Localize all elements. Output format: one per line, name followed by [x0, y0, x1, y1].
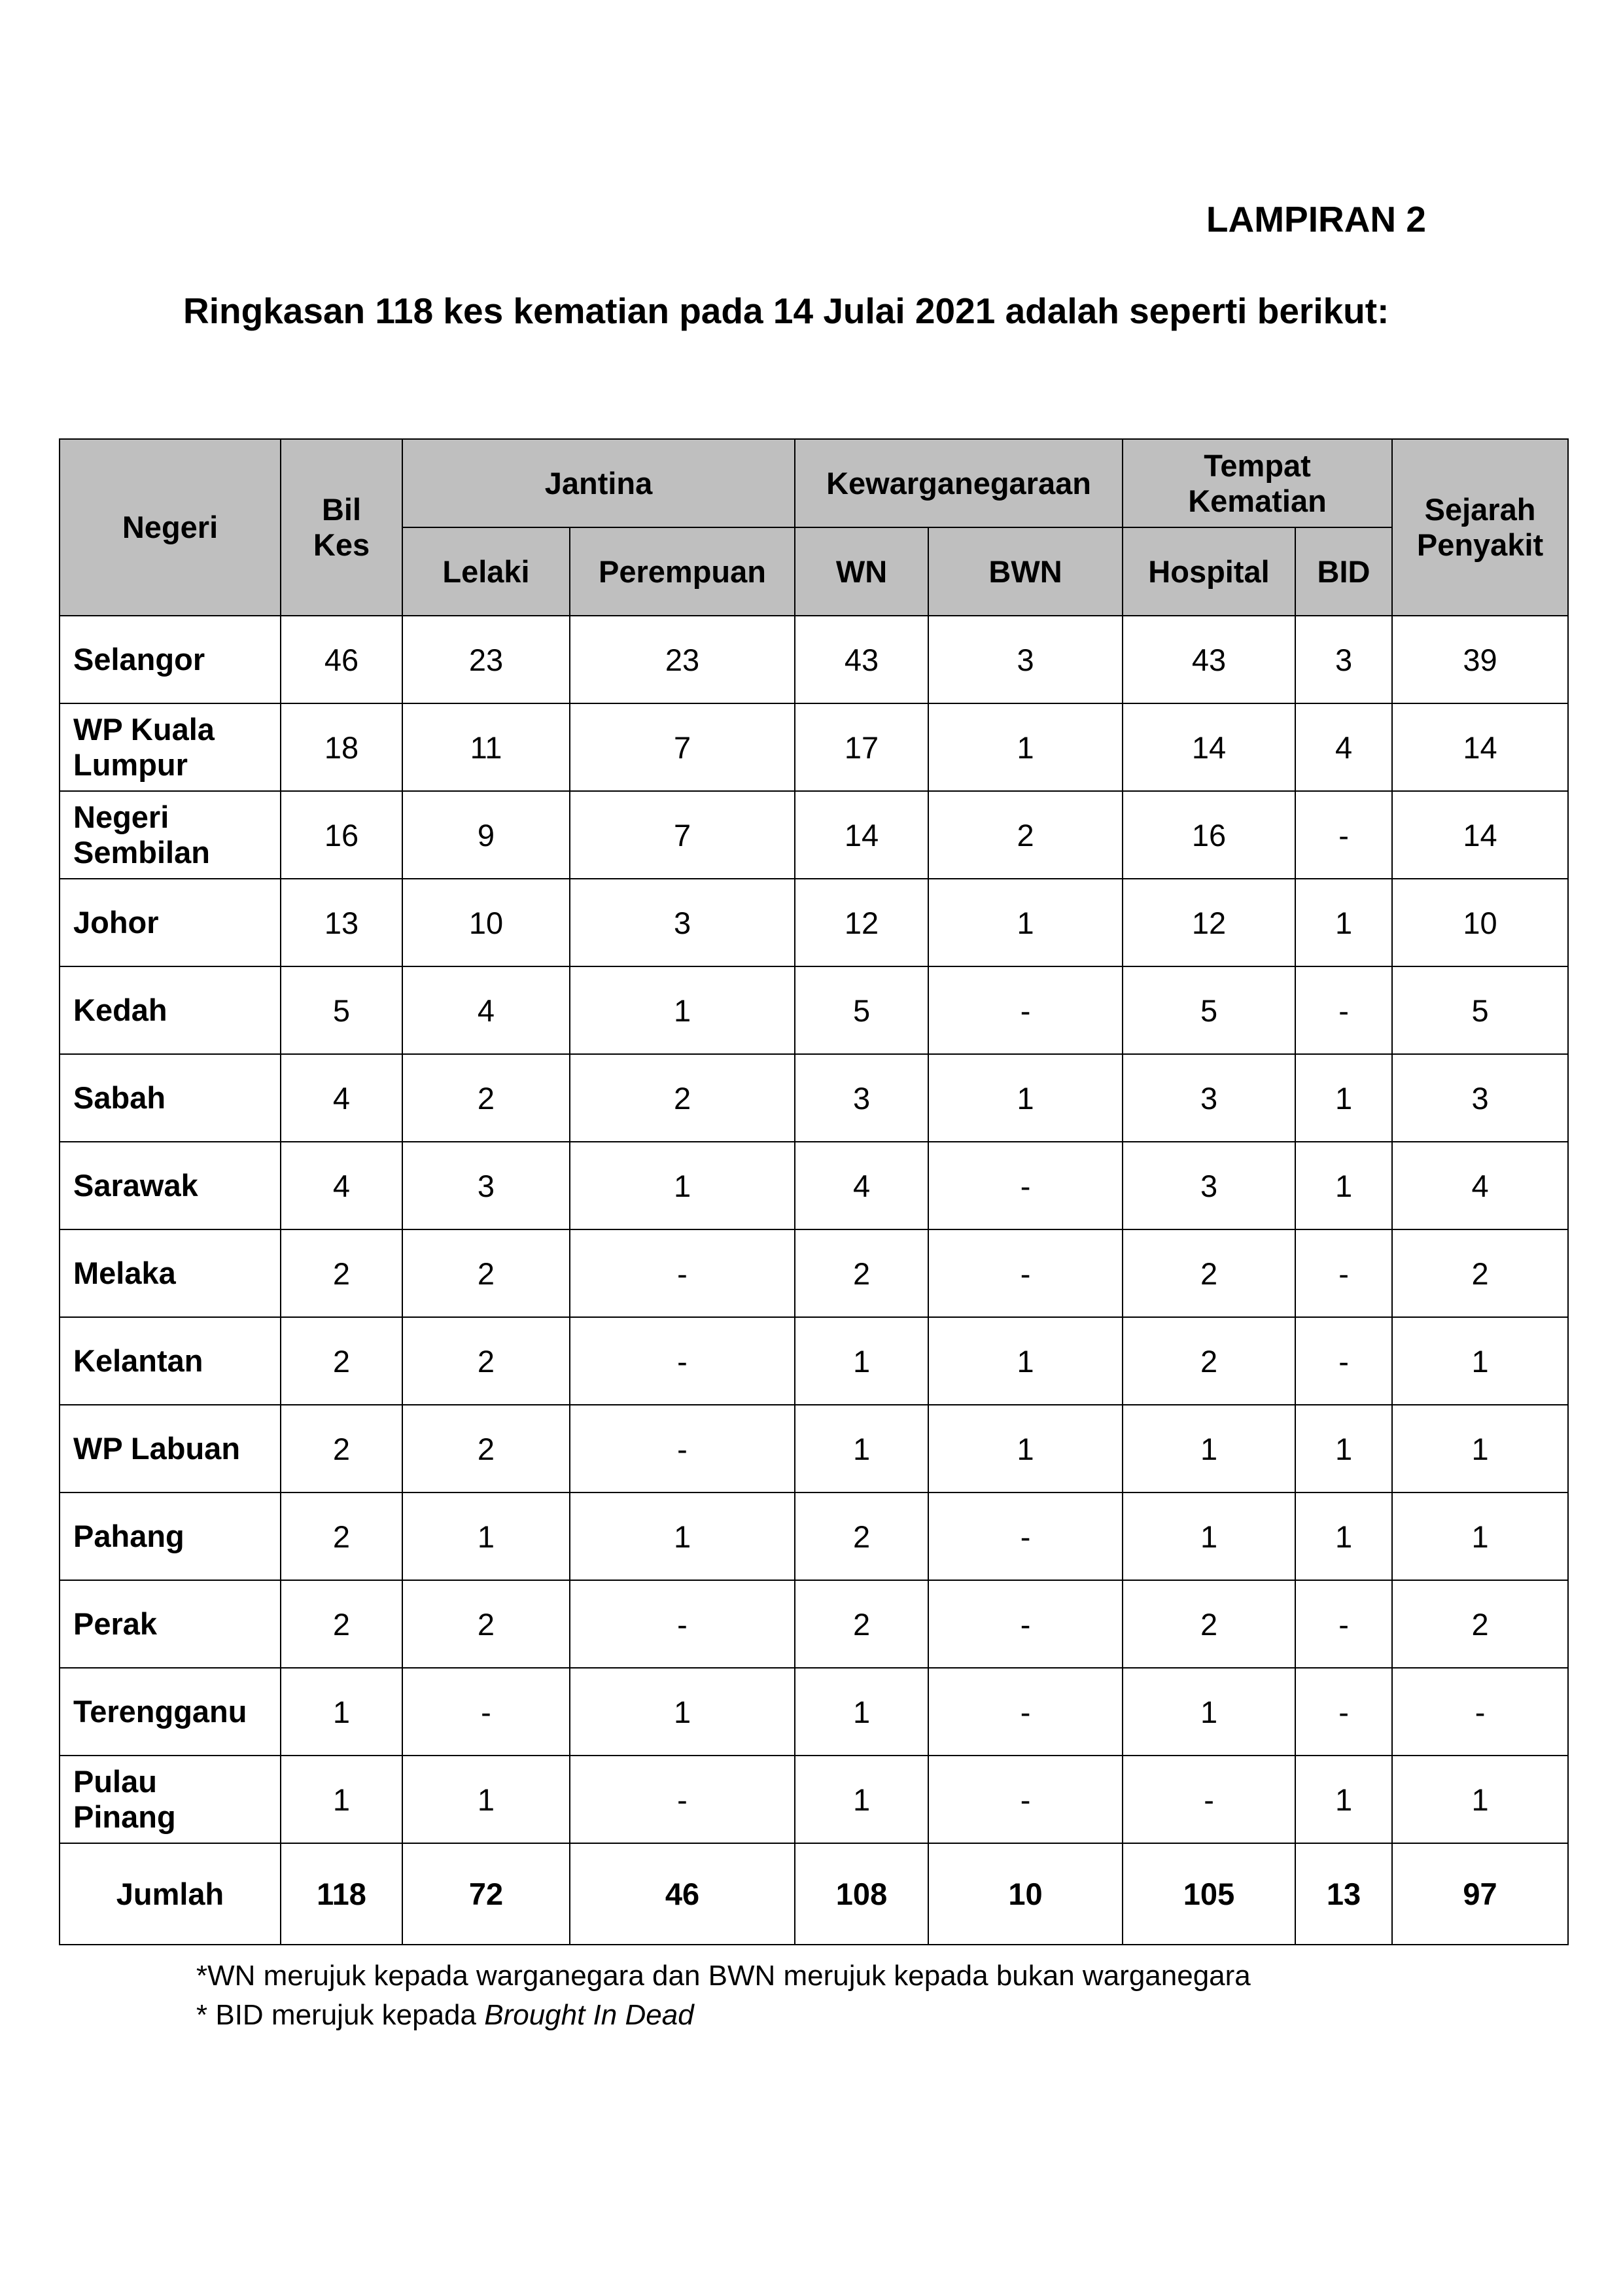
- table-row: [60, 1756, 1568, 1843]
- cell-sejarah-penyakit: -: [1392, 1668, 1568, 1756]
- cell-bil-kes: 2: [281, 1405, 402, 1492]
- cell-bwn: 1: [928, 1054, 1123, 1142]
- state-name: Pahang: [60, 1492, 281, 1580]
- cell-lelaki: 2: [402, 1229, 570, 1317]
- total-wn: 108: [795, 1843, 928, 1945]
- cell-hospital: 16: [1123, 791, 1295, 879]
- cell-wn: 43: [795, 616, 928, 703]
- cell-lelaki: 11: [402, 703, 570, 791]
- table-row: [60, 879, 1568, 966]
- table-row: [60, 1580, 1568, 1668]
- cell-hospital: 3: [1123, 1054, 1295, 1142]
- cell-sejarah-penyakit: 14: [1392, 791, 1568, 879]
- cell-lelaki: 9: [402, 791, 570, 879]
- cell-sejarah-penyakit: 1: [1392, 1317, 1568, 1405]
- header-tempat-kematian: Tempat Kematian: [1123, 439, 1392, 527]
- table-row: [60, 616, 1568, 703]
- cell-perempuan: -: [570, 1580, 795, 1668]
- state-name: Pulau Pinang: [60, 1756, 281, 1843]
- cell-hospital: 12: [1123, 879, 1295, 966]
- table-row: [60, 703, 1568, 791]
- cell-hospital: -: [1123, 1756, 1295, 1843]
- cell-bwn: -: [928, 1492, 1123, 1580]
- cell-bil-kes: 1: [281, 1756, 402, 1843]
- table-row: [60, 1668, 1568, 1756]
- cell-hospital: 2: [1123, 1317, 1295, 1405]
- header-bwn: BWN: [928, 527, 1123, 616]
- cell-bid: 3: [1295, 616, 1392, 703]
- state-name: Terengganu: [60, 1668, 281, 1756]
- table-row: [60, 1317, 1568, 1405]
- cell-hospital: 1: [1123, 1668, 1295, 1756]
- cell-hospital: 2: [1123, 1229, 1295, 1317]
- cell-bil-kes: 16: [281, 791, 402, 879]
- cell-wn: 2: [795, 1229, 928, 1317]
- state-name: Kedah: [60, 966, 281, 1054]
- footnote-bid-prefix: * BID merujuk kepada: [196, 1999, 485, 2031]
- cell-sejarah-penyakit: 5: [1392, 966, 1568, 1054]
- cell-lelaki: 1: [402, 1492, 570, 1580]
- total-lelaki: 72: [402, 1843, 570, 1945]
- header-negeri: Negeri: [60, 439, 281, 616]
- cell-wn: 2: [795, 1580, 928, 1668]
- cell-bil-kes: 4: [281, 1054, 402, 1142]
- cell-bid: -: [1295, 1229, 1392, 1317]
- cell-perempuan: 1: [570, 1668, 795, 1756]
- state-name: Perak: [60, 1580, 281, 1668]
- cell-bwn: -: [928, 1142, 1123, 1229]
- table-row: [60, 1492, 1568, 1580]
- header-kewarganegaraan: Kewarganegaraan: [795, 439, 1123, 527]
- document-label: LAMPIRAN 2: [1206, 199, 1426, 239]
- cell-bwn: 3: [928, 616, 1123, 703]
- state-name: WP Labuan: [60, 1405, 281, 1492]
- header-hospital: Hospital: [1123, 527, 1295, 616]
- header-lelaki: Lelaki: [402, 527, 570, 616]
- cell-hospital: 14: [1123, 703, 1295, 791]
- cell-bid: 1: [1295, 1405, 1392, 1492]
- cell-bil-kes: 4: [281, 1142, 402, 1229]
- cell-hospital: 2: [1123, 1580, 1295, 1668]
- cell-sejarah-penyakit: 1: [1392, 1756, 1568, 1843]
- cell-bid: 1: [1295, 1492, 1392, 1580]
- cell-lelaki: 2: [402, 1317, 570, 1405]
- cell-lelaki: 4: [402, 966, 570, 1054]
- header-bid: BID: [1295, 527, 1392, 616]
- state-name: Selangor: [60, 616, 281, 703]
- cell-sejarah-penyakit: 1: [1392, 1405, 1568, 1492]
- cell-wn: 2: [795, 1492, 928, 1580]
- table-row: [60, 1142, 1568, 1229]
- table-row: [60, 791, 1568, 879]
- header-sejarah-penyakit: Sejarah Penyakit: [1392, 439, 1568, 616]
- total-bid: 13: [1295, 1843, 1392, 1945]
- total-perempuan: 46: [570, 1843, 795, 1945]
- cell-lelaki: 23: [402, 616, 570, 703]
- cell-bil-kes: 1: [281, 1668, 402, 1756]
- total-label: Jumlah: [60, 1843, 281, 1945]
- cell-lelaki: 2: [402, 1405, 570, 1492]
- cell-perempuan: 1: [570, 966, 795, 1054]
- cell-wn: 1: [795, 1317, 928, 1405]
- state-name: Negeri Sembilan: [60, 791, 281, 879]
- total-sejarah-penyakit: 97: [1392, 1843, 1568, 1945]
- cell-bil-kes: 46: [281, 616, 402, 703]
- cell-bil-kes: 2: [281, 1492, 402, 1580]
- cell-bid: 1: [1295, 1142, 1392, 1229]
- cell-perempuan: 7: [570, 703, 795, 791]
- cell-wn: 14: [795, 791, 928, 879]
- header-jantina: Jantina: [402, 439, 795, 527]
- cell-lelaki: 10: [402, 879, 570, 966]
- cell-bid: 4: [1295, 703, 1392, 791]
- cell-sejarah-penyakit: 2: [1392, 1580, 1568, 1668]
- cell-perempuan: -: [570, 1229, 795, 1317]
- cell-perempuan: 7: [570, 791, 795, 879]
- cell-bid: 1: [1295, 879, 1392, 966]
- intro-paragraph: Ringkasan 118 kes kematian pada 14 Julai 2021 adalah seperti berikut:: [183, 291, 1389, 331]
- cell-hospital: 3: [1123, 1142, 1295, 1229]
- cell-perempuan: -: [570, 1756, 795, 1843]
- cell-lelaki: 2: [402, 1054, 570, 1142]
- cell-bwn: -: [928, 1668, 1123, 1756]
- cell-perempuan: 1: [570, 1492, 795, 1580]
- cell-bil-kes: 18: [281, 703, 402, 791]
- cell-bid: 1: [1295, 1054, 1392, 1142]
- cell-sejarah-penyakit: 3: [1392, 1054, 1568, 1142]
- cell-wn: 4: [795, 1142, 928, 1229]
- cell-bwn: 1: [928, 703, 1123, 791]
- table-row: [60, 1054, 1568, 1142]
- cell-sejarah-penyakit: 39: [1392, 616, 1568, 703]
- header-bil-kes: Bil Kes: [281, 439, 402, 616]
- cell-sejarah-penyakit: 1: [1392, 1492, 1568, 1580]
- total-bil-kes: 118: [281, 1843, 402, 1945]
- table-row: [60, 1229, 1568, 1317]
- state-name: Kelantan: [60, 1317, 281, 1405]
- cell-bwn: -: [928, 966, 1123, 1054]
- cell-perempuan: 2: [570, 1054, 795, 1142]
- cell-bid: -: [1295, 791, 1392, 879]
- cell-lelaki: 2: [402, 1580, 570, 1668]
- state-name: Melaka: [60, 1229, 281, 1317]
- cell-hospital: 1: [1123, 1405, 1295, 1492]
- cell-bid: -: [1295, 1317, 1392, 1405]
- state-name: WP Kuala Lumpur: [60, 703, 281, 791]
- cell-sejarah-penyakit: 4: [1392, 1142, 1568, 1229]
- cell-lelaki: 1: [402, 1756, 570, 1843]
- cell-bil-kes: 5: [281, 966, 402, 1054]
- footnote-bid: [196, 1996, 1251, 2035]
- cell-hospital: 1: [1123, 1492, 1295, 1580]
- cell-bwn: 1: [928, 879, 1123, 966]
- header-perempuan: Perempuan: [570, 527, 795, 616]
- cell-wn: 3: [795, 1054, 928, 1142]
- cell-wn: 1: [795, 1668, 928, 1756]
- cell-bil-kes: 13: [281, 879, 402, 966]
- death-cases-table: [59, 438, 1569, 1945]
- header-row-top: [60, 439, 1568, 527]
- cell-wn: 12: [795, 879, 928, 966]
- cell-bil-kes: 2: [281, 1580, 402, 1668]
- footnote-bid-term: Brought In Dead: [484, 1999, 694, 2031]
- footnote-wn-bwn: *WN merujuk kepada warganegara dan BWN merujuk kepada bukan warganegara: [196, 1960, 1251, 1992]
- cell-sejarah-penyakit: 2: [1392, 1229, 1568, 1317]
- cell-lelaki: -: [402, 1668, 570, 1756]
- header-wn: WN: [795, 527, 928, 616]
- cell-bwn: -: [928, 1580, 1123, 1668]
- table-row: [60, 1405, 1568, 1492]
- table-row: [60, 966, 1568, 1054]
- state-name: Sarawak: [60, 1142, 281, 1229]
- cell-bid: -: [1295, 1580, 1392, 1668]
- cell-hospital: 5: [1123, 966, 1295, 1054]
- state-name: Johor: [60, 879, 281, 966]
- cell-perempuan: -: [570, 1405, 795, 1492]
- cell-perempuan: 23: [570, 616, 795, 703]
- cell-sejarah-penyakit: 10: [1392, 879, 1568, 966]
- cell-bil-kes: 2: [281, 1317, 402, 1405]
- cell-perempuan: 3: [570, 879, 795, 966]
- cell-hospital: 43: [1123, 616, 1295, 703]
- cell-bid: 1: [1295, 1756, 1392, 1843]
- cell-wn: 1: [795, 1756, 928, 1843]
- total-hospital: 105: [1123, 1843, 1295, 1945]
- cell-perempuan: 1: [570, 1142, 795, 1229]
- cell-wn: 5: [795, 966, 928, 1054]
- cell-bid: -: [1295, 966, 1392, 1054]
- cell-bil-kes: 2: [281, 1229, 402, 1317]
- cell-bwn: 1: [928, 1317, 1123, 1405]
- total-bwn: 10: [928, 1843, 1123, 1945]
- cell-lelaki: 3: [402, 1142, 570, 1229]
- total-row: [60, 1843, 1568, 1945]
- cell-bwn: -: [928, 1229, 1123, 1317]
- cell-wn: 17: [795, 703, 928, 791]
- cell-bwn: 2: [928, 791, 1123, 879]
- cell-bid: -: [1295, 1668, 1392, 1756]
- cell-bwn: -: [928, 1756, 1123, 1843]
- state-name: Sabah: [60, 1054, 281, 1142]
- cell-wn: 1: [795, 1405, 928, 1492]
- cell-bwn: 1: [928, 1405, 1123, 1492]
- cell-sejarah-penyakit: 14: [1392, 703, 1568, 791]
- cell-perempuan: -: [570, 1317, 795, 1405]
- footnotes: [196, 1956, 1251, 2035]
